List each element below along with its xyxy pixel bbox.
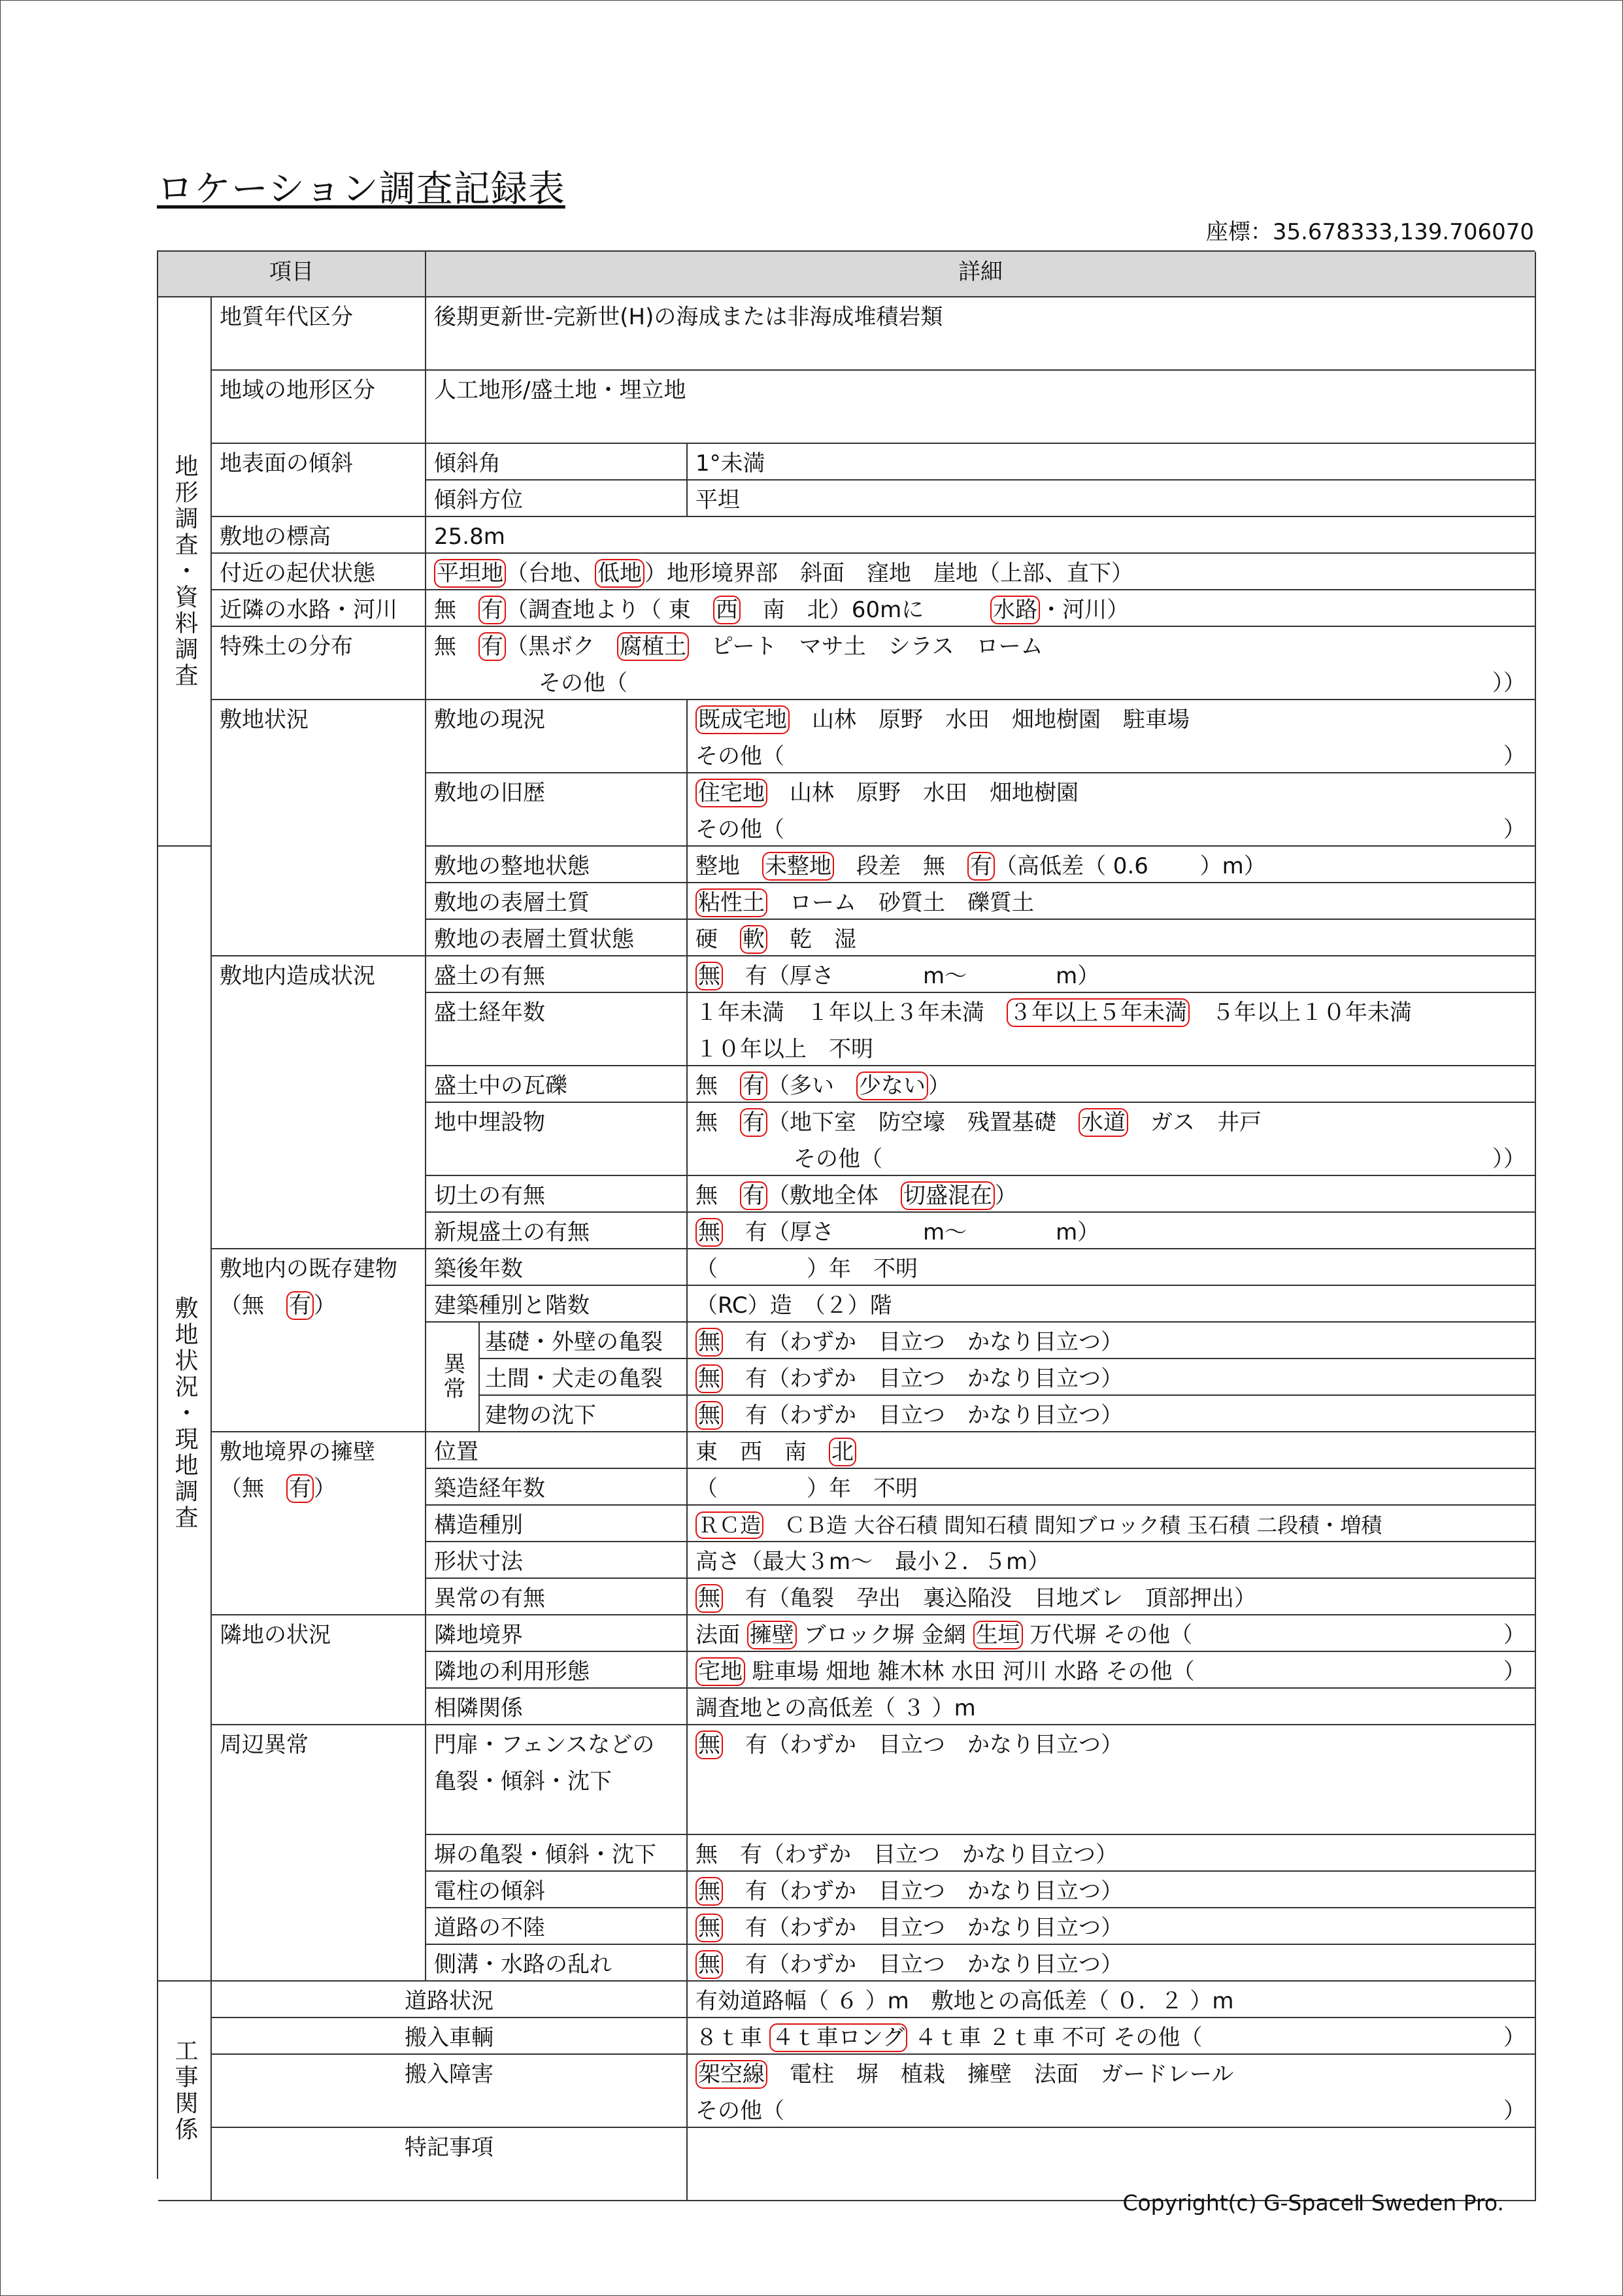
circled-option: 軟 [740,925,767,954]
value-crack1 [688,1323,1536,1359]
value-gravel [688,1066,1536,1103]
label-vehicle: 搬入車輌 [212,2018,688,2055]
coordinates: 座標：35.678333,139.706070 [1205,219,1534,245]
option-text: 無 [434,633,478,660]
survey-table [157,250,1535,2179]
circled-option: 有 [740,1072,767,1100]
option-text: ・河川） [1040,597,1129,623]
option-text: ） [314,1476,336,1502]
label-line: 亀裂・傾斜・沈下 [434,1768,612,1795]
option-text: 硬 [695,926,740,953]
label-btype: 建築種別と階数 [426,1286,688,1323]
option-text: （多い [767,1073,856,1099]
value-relief [426,554,1536,590]
paren: ） [1503,1659,1526,1685]
value-geo-age: 後期更新世-完新世(H)の海成または非海成堆積岩類 [426,297,1536,371]
option-text: 駐車場 畑地 雑木林 水田 河川 水路 その他（ [745,1659,1195,1685]
value-nb [688,1615,1536,1652]
circled-option: 有 [478,632,506,661]
option-text: 有（わずか 目立つ かなり目立つ） [723,1402,1123,1428]
value-crack2 [688,1359,1536,1396]
circled-option: 平坦地 [434,559,506,588]
value-fill-years [688,993,1536,1066]
option-text: 法面 [695,1622,747,1648]
paren: ） [1503,2098,1526,2124]
option-text: ピート マサ土 シラス ローム [689,633,1043,660]
circled-option: 西 [713,596,741,624]
section-construction: 工事関係 [158,1982,212,2201]
value-slope-dir: 平坦 [688,481,1536,517]
group-neighbor: 隣地の状況 [212,1615,426,1725]
option-text: ）地形境界部 斜面 窪地 崖地（上部、直下） [644,560,1133,586]
section-site: 敷地状況・現地調査 [158,847,212,1982]
option-text: 南 北）60mに [740,597,991,623]
option-text: 有（厚さ m～ m） [723,963,1100,989]
circled-option: 既成宅地 [695,705,790,734]
value-fill [688,956,1536,993]
value-soil [426,627,1536,700]
paren: ）） [1492,670,1526,696]
circled-option: 切盛混在 [901,1181,995,1210]
option-text: 山林 原野 水田 畑地樹園 駐車場 [790,707,1190,733]
value-water [426,590,1536,627]
option-text: ） [314,1292,336,1319]
value-obstacle [688,2055,1536,2128]
circled-option: 水路 [990,596,1040,624]
option-text: ４ｔ車 ２ｔ車 不可 その他（ [907,2025,1203,2051]
label-fence: 塀の亀裂・傾斜・沈下 [426,1835,688,1872]
value-nuse [688,1652,1536,1689]
circled-option: 無 [695,1914,723,1942]
option-text: 有（わずか 目立つ かなり目立つ） [723,1366,1123,1392]
option-text: 電柱 塀 植栽 擁壁 法面 ガードレール [767,2061,1234,2087]
value-landform: 人工地形/盛土地・埋立地 [426,371,1536,444]
label-current: 敷地の現況 [426,700,688,773]
option-text: ８ｔ車 [695,2025,769,2051]
circled-option: ４ｔ車ロング [769,2023,907,2052]
label-abn: 異常の有無 [426,1579,688,1615]
label-crack1: 基礎・外壁の亀裂 [480,1323,688,1359]
option-text: （高低差（ 0.6 ）m） [995,853,1266,879]
circled-option: 水道 [1079,1108,1128,1137]
label-landform: 地域の地形区分 [212,371,426,444]
label-water: 近隣の水路・河川 [212,590,426,627]
circled-option: 低地 [595,559,644,588]
circled-option: 有 [740,1108,767,1137]
group-existing-building [212,1249,426,1432]
paren: ） [1503,2025,1526,2051]
option-text: 整地 [695,853,762,879]
option-text: ローム 砂質土 礫質土 [767,890,1034,916]
option-text: （敷地全体 [767,1183,901,1209]
value-new-fill [688,1213,1536,1249]
label-road-status: 道路状況 [212,1982,688,2018]
option-text: ブロック塀 金網 [796,1622,973,1648]
option-text: （地下室 防空壕 残置基礎 [767,1109,1079,1136]
label-history: 敷地の旧歴 [426,773,688,847]
circled-option: ３年以上５年未満 [1007,998,1190,1027]
option-text: ） [928,1073,950,1099]
copyright: Copyright(c) G-SpaceⅡ Sweden Pro. [1122,2190,1504,2216]
other-label: その他（ [539,670,627,696]
circled-option: 無 [695,1730,723,1759]
option-text: ） [995,1183,1017,1209]
circled-option: 無 [695,962,723,990]
paren: ） [1503,1622,1526,1648]
other-label: その他（ [695,2098,784,2124]
circled-option: 粘性土 [695,888,767,917]
circled-option: 少ない [856,1072,928,1100]
option-text: （調査地より（ 東 [506,597,713,623]
group-label: 敷地境界の擁壁 [220,1439,375,1465]
group-surrounding: 周辺異常 [212,1725,426,1982]
circled-option: 無 [695,1584,723,1613]
option-text: 万代塀 その他（ [1022,1622,1193,1648]
value-road-status: 有効道路幅（ ６ ）m 敷地との高低差（ ０．２ ）m [688,1982,1536,2018]
label-notes: 特記事項 [212,2128,688,2201]
option-text: 無 [434,597,478,623]
label-slope-dir: 傾斜方位 [426,481,688,517]
label-slope-angle: 傾斜角 [426,444,688,481]
option-text: 有（厚さ m～ m） [723,1219,1100,1245]
option-text: （黒ボク [506,633,617,660]
paren: ）） [1492,1146,1526,1172]
label-line: 門扉・フェンスなどの [434,1732,655,1758]
value-cut [688,1176,1536,1213]
label-crack2: 土間・犬走の亀裂 [480,1359,688,1396]
circled-option: 無 [695,1328,723,1357]
circled-option: 無 [695,1364,723,1393]
label-dim: 形状寸法 [426,1542,688,1579]
value-pole [688,1872,1536,1908]
option-text: （無 [220,1476,264,1502]
label-nrel: 相隣関係 [426,1689,688,1725]
circled-option: 北 [829,1438,856,1466]
value-ditch [688,1945,1536,1982]
label-soil: 特殊土の分布 [212,627,426,700]
value-road [688,1908,1536,1945]
circled-option: 有 [967,852,995,881]
label-fill: 盛土の有無 [426,956,688,993]
group-site-status: 敷地状況 [212,700,426,956]
value-buried [688,1103,1536,1176]
label-abnormal: 異常 [426,1323,480,1432]
circled-option: 未整地 [762,852,834,881]
group-boundary-wall [212,1432,426,1615]
value-sink [688,1396,1536,1432]
option-text: ５年以上１０年未満 [1190,1000,1412,1026]
label-gate [426,1725,688,1835]
circled-option: 腐植土 [617,632,689,661]
value-abn [688,1579,1536,1615]
circled-option: 有 [286,1291,314,1320]
circled-option: 生垣 [973,1621,1023,1649]
header-detail: 詳細 [426,252,1536,297]
paren: ） [1503,743,1526,769]
value-grading [688,847,1536,883]
header-item: 項目 [158,252,426,297]
label-ditch: 側溝・水路の乱れ [426,1945,688,1982]
circled-option: ＲＣ造 [695,1511,763,1539]
circled-option: 無 [695,1218,723,1247]
label-nb: 隣地境界 [426,1615,688,1652]
other-label: その他（ [695,743,784,769]
label-relief: 付近の起伏状態 [212,554,426,590]
option-text: 有（わずか 目立つ かなり目立つ） [723,1915,1123,1941]
label-slope: 地表面の傾斜 [212,444,426,517]
value-elevation: 25.8m [426,517,1536,554]
label-road: 道路の不陸 [426,1908,688,1945]
value-history [688,773,1536,847]
option-text: １年未満 １年以上３年未満 [695,1000,1007,1026]
circled-option: 住宅地 [695,779,767,807]
label-nuse: 隣地の利用形態 [426,1652,688,1689]
option-text: ＣＢ造 大谷石積 間知石積 間知ブロック積 玉石積 二段積・増積 [763,1513,1382,1538]
option-text: 山林 原野 水田 畑地樹園 [767,780,1079,806]
label-position: 位置 [426,1432,688,1469]
label-pole: 電柱の傾斜 [426,1872,688,1908]
option-text: 有（わずか 目立つ かなり目立つ） [723,1951,1123,1978]
label-new-fill: 新規盛土の有無 [426,1213,688,1249]
label-elevation: 敷地の標高 [212,517,426,554]
circled-option: 有 [478,596,506,624]
option-text: （台地、 [506,560,595,586]
label-obstacle: 搬入障害 [212,2055,688,2128]
label-surface: 敷地の表層土質 [426,883,688,920]
option-text: 乾 湿 [767,926,856,953]
value-vehicle [688,2018,1536,2055]
label-sink: 建物の沈下 [480,1396,688,1432]
value-fence: 無 有（わずか 目立つ かなり目立つ） [688,1835,1536,1872]
value-slope-angle: 1°未満 [688,444,1536,481]
other-label: その他（ [794,1146,882,1172]
label-wall-age: 築造経年数 [426,1469,688,1506]
option-text: 有（わずか 目立つ かなり目立つ） [723,1329,1123,1355]
page-title: ロケーション調査記録表 [157,168,565,211]
value-age: （ ）年 不明 [688,1249,1536,1286]
circled-option: 宅地 [695,1657,745,1686]
other-label: その他（ [695,817,784,843]
option-text: 有（わずか 目立つ かなり目立つ） [723,1732,1123,1758]
label-grading: 敷地の整地状態 [426,847,688,883]
value-current [688,700,1536,773]
circled-option: 有 [740,1181,767,1210]
value-struct [688,1506,1536,1542]
group-fill-status: 敷地内造成状況 [212,956,426,1249]
value-position [688,1432,1536,1469]
abnormal-block [426,1323,688,1432]
value-surface-state [688,920,1536,956]
option-text: 無 [695,1073,740,1099]
label-buried: 地中埋設物 [426,1103,688,1176]
circled-option: 無 [695,1950,723,1979]
label-cut: 切土の有無 [426,1176,688,1213]
circled-option: 擁壁 [747,1621,797,1649]
value-surface [688,883,1536,920]
option-text: 段差 無 [834,853,967,879]
value-nrel: 調査地との高低差（ ３ ）m [688,1689,1536,1725]
circled-option: 無 [695,1877,723,1906]
option-text: 有（わずか 目立つ かなり目立つ） [723,1878,1123,1904]
group-label: 敷地内の既存建物 [220,1256,397,1282]
label-fill-years: 盛土経年数 [426,993,688,1066]
option-text: 東 西 南 [695,1439,829,1465]
label-gravel: 盛土中の瓦礫 [426,1066,688,1103]
option-text: 無 [695,1183,740,1209]
option-text: ガス 井戸 [1128,1109,1262,1136]
option-text: 無 [695,1109,740,1136]
circled-option: 有 [286,1474,314,1503]
value-wall-age: （ ）年 不明 [688,1469,1536,1506]
label-surface-state: 敷地の表層土質状態 [426,920,688,956]
value-btype: （RC）造 （２）階 [688,1286,1536,1323]
value-gate [688,1725,1536,1835]
option-text: （無 [220,1292,264,1319]
option-text: １０年以上 不明 [695,1036,873,1062]
label-age: 築後年数 [426,1249,688,1286]
option-text: 有（亀裂 孕出 裏込陥没 目地ズレ 頂部押出） [723,1585,1256,1612]
circled-option: 無 [695,1401,723,1430]
circled-option: 架空線 [695,2060,767,2089]
section-terrain: 地形調査・資料調査 [158,297,212,847]
value-dim: 高さ（最大３m～ 最小２．５m） [688,1542,1536,1579]
label-struct: 構造種別 [426,1506,688,1542]
label-geo-age: 地質年代区分 [212,297,426,371]
paren: ） [1503,817,1526,843]
